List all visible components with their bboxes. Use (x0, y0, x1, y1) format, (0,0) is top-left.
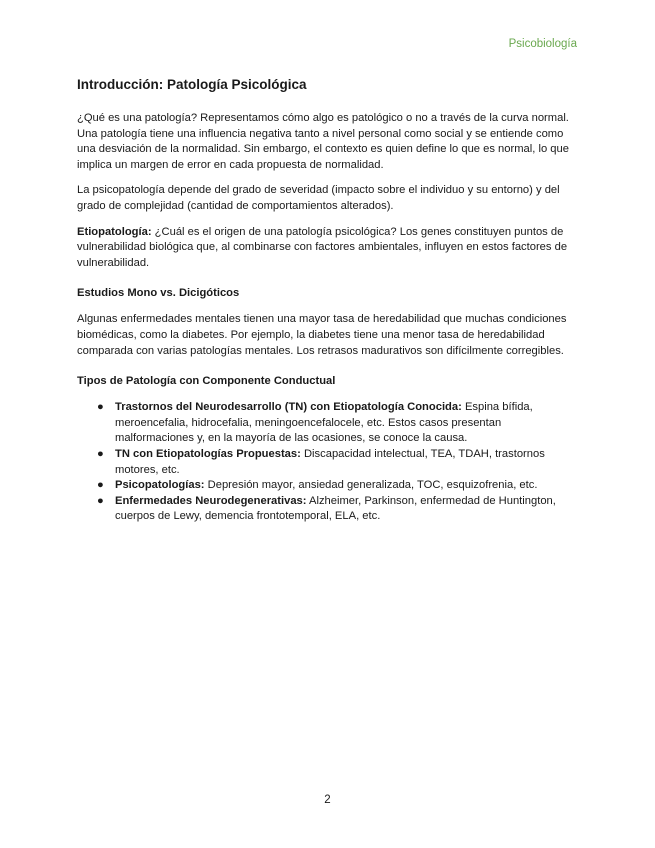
bullet-icon: ● (97, 479, 104, 492)
document-body (77, 76, 577, 525)
paragraph-heritability: Algunas enfermedades mentales tienen una mayor tasa de heredabilidad que muchas condiciones biomédicas, como la diabetes. Por ejemplo, la diabetes tiene una menor tasa de heredabilidad comparada con varias patologías mentales. Los retrasos madurativos son difícilmente corregibles. (77, 313, 567, 357)
list-item (97, 494, 577, 525)
etiopathology-text: ¿Cuál es el origen de una patología psicológica? Los genes constituyen puntos de vulnerabilidad biológica que, al combinarse con factores ambientales, influyen en estos factores de vulnerabilidad. (77, 225, 568, 269)
list-item-text: Depresión mayor, ansiedad generalizada, TOC, esquizofrenia, etc. (204, 479, 538, 492)
header-subject-label: Psicobiología (508, 38, 577, 50)
bullet-icon: ● (97, 447, 104, 460)
bullet-icon: ● (97, 494, 104, 507)
list-item-term: Psicopatologías: (115, 479, 205, 492)
document-title: Introducción: Patología Psicológica (77, 77, 307, 92)
list-item (97, 478, 577, 494)
bullet-icon: ● (97, 401, 104, 414)
list-item-term: Enfermedades Neurodegenerativas: (115, 494, 307, 507)
etiopathology-term: Etiopatología: (77, 225, 152, 238)
pathology-types-list (77, 400, 577, 525)
list-item-term: TN con Etiopatologías Propuestas: (115, 447, 301, 460)
list-item-text: Discapacidad intelectual, TEA, TDAH, trastornos motores, etc. (115, 447, 545, 476)
list-item (97, 447, 577, 478)
list-item-text: Espina bífida, meroencefalia, hidrocefalia, meningoencefalocele, etc. Estos casos presentan malformaciones y, en la mayoría de las ocasiones, se conoce la causa. (115, 401, 533, 445)
list-item-text: Alzheimer, Parkinson, enfermedad de Huntington, cuerpos de Lewy, demencia frontotemporal, ELA, etc. (115, 494, 556, 523)
paragraph-etiopathology (77, 225, 577, 272)
page-number: 2 (324, 794, 331, 806)
section-heading-pathology-types: Tipos de Patología con Componente Conductual (77, 375, 336, 388)
list-item (97, 400, 577, 447)
paragraph-definition: ¿Qué es una patología? Representamos cómo algo es patológico o no a través de la curva normal. Una patología tiene una influencia negativa tanto a nivel personal como social y se entiende como una desviación de la normalidad. Sin embargo, el contexto es quien define lo que es normal, lo que implica un margen de error en cada propuesta de normalidad. (77, 112, 569, 171)
section-heading-twin-studies: Estudios Mono vs. Dicigóticos (77, 287, 240, 300)
paragraph-psychopathology: La psicopatología depende del grado de severidad (impacto sobre el individuo y su entorno) y del grado de complejidad (cantidad de comportamientos alterados). (77, 184, 560, 212)
list-item-term: Trastornos del Neurodesarrollo (TN) con Etiopatología Conocida: (115, 401, 462, 414)
